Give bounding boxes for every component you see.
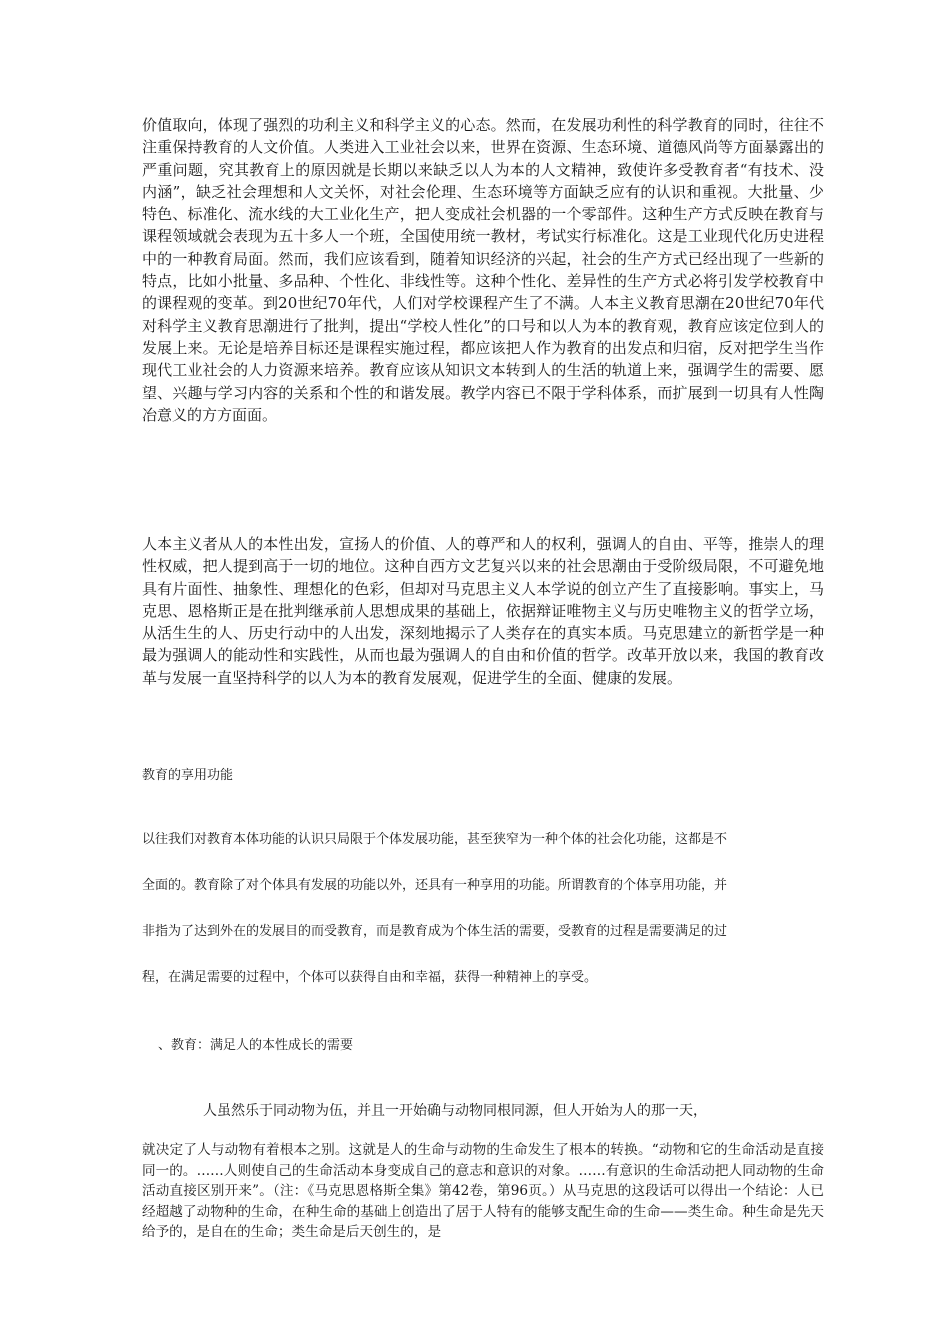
paragraph-humanism-education: 价值取向，体现了强烈的功利主义和科学主义的心态。然而，在发展功利性的科学教育的同时，往往不注重保持教育的人文价值。人类进入工业社会以来，世界在资源、生态环境、道德风尚等方面暴露出的严重问题，究其教育上的原因就是长期以来缺乏以人为本的人文精神，致使许多受教育者“有技术、没内涵”，缺乏社会理想和人文关怀，对社会伦理、生态环境等方面缺乏应有的认识和重视。大批量、少特色、标准化、流水线的大工业化生产，把人变成社会机器的一个零部件。这种生产方式反映在教育与课程领域就会表现为五十多人一个班，全国使用统一教材，考试实行标准化。这是工业现代化历史进程中的一种教育局面。然而，我们应该看到，随着知识经济的兴起，社会的生产方式已经出现了一些新的特点，比如小批量、多品种、个性化、非线性等。这种个性化、差异性的生产方式必将引发学校教育中的课程观的变革。到20世纪70年代，人们对学校课程产生了不满。人本主义教育思潮在20世纪70年代对科学主义教育思潮进行了批判，提出“学校人性化”的口号和以人为本的教育观，教育应该定位到人的发展上来。无论是培养目标还是课程实施过程，都应该把人作为教育的出发点和归宿，反对把学生当作现代工业社会的人力资源来培养。教育应该从知识文本转到人的生活的轨道上来，强调学生的需要、愿望、兴趣与学习内容的关系和个性的和谐发展。教学内容已不限于学科体系，而扩展到一切具有人性陶冶意义的方方面面。 bbox=[142, 116, 824, 424]
paragraph-life-distinction: 就决定了人与动物有着根本之别。这就是人的生命与动物的生命发生了根本的转换。“动物和它的生命活动是直接同一的。……人则使自己的生命活动本身变成自己的意志和意识的对象。……有意识的生命活动把人同动物的生命活动直接区别开来”。（注：《马克思恩格斯全集》第42卷，第96页。）从马克思的这段话可以得出一个结论：人已经超越了动物种的生命，在种生命的基础上创造出了居于人特有的能够支配生命的生命——类生命。种生命是先天给予的，是自在的生命；类生命是后天创生的，是 bbox=[142, 1142, 824, 1240]
section-line-3: 非指为了达到外在的发展目的而受教育，而是教育成为个体生活的需要，受教育的过程是需要满足的过 bbox=[142, 924, 728, 939]
paragraph-humanist-thought: 人本主义者从人的本性出发，宣扬人的价值、人的尊严和人的权利，强调人的自由、平等，推崇人的理性权威，把人提到高于一切的地位。这种自西方文艺复兴以来的社会思潮由于受阶级局限，不可避免地具有片面性、抽象性、理想化的色彩，但却对马克思主义人本学说的创立产生了直接影响。事实上，马克思、恩格斯正是在批判继承前人思想成果的基础上，依据辩证唯物主义与历史唯物主义的哲学立场，从活生生的人、历史行动中的人出发，深刻地揭示了人类存在的真实本质。马克思建立的新哲学是一种最为强调人的能动性和实践性，从而也最为强调人的自由和价值的哲学。改革开放以来，我国的教育改革与发展一直坚持科学的以人为本的教育发展观，促进学生的全面、健康的发展。 bbox=[142, 535, 824, 687]
section-line-1: 以往我们对教育本体功能的认识只局限于个体发展功能，甚至狭窄为一种个体的社会化功能，这都是不 bbox=[142, 832, 728, 847]
indented-line: 人虽然乐于同动物为伍，并且一开始确与动物同根同源，但人开始为人的那一天， bbox=[203, 1103, 707, 1119]
section-line-2: 全面的。教育除了对个体具有发展的功能以外，还具有一种享用的功能。所谓教育的个体享用功能，并 bbox=[142, 878, 728, 893]
section-heading: 教育的享用功能 bbox=[142, 768, 234, 783]
section-line-4: 程，在满足需要的过程中，个体可以获得自由和幸福，获得一种精神上的享受。 bbox=[142, 970, 598, 985]
subheading: 、教育：满足人的本性成长的需要 bbox=[158, 1038, 354, 1053]
